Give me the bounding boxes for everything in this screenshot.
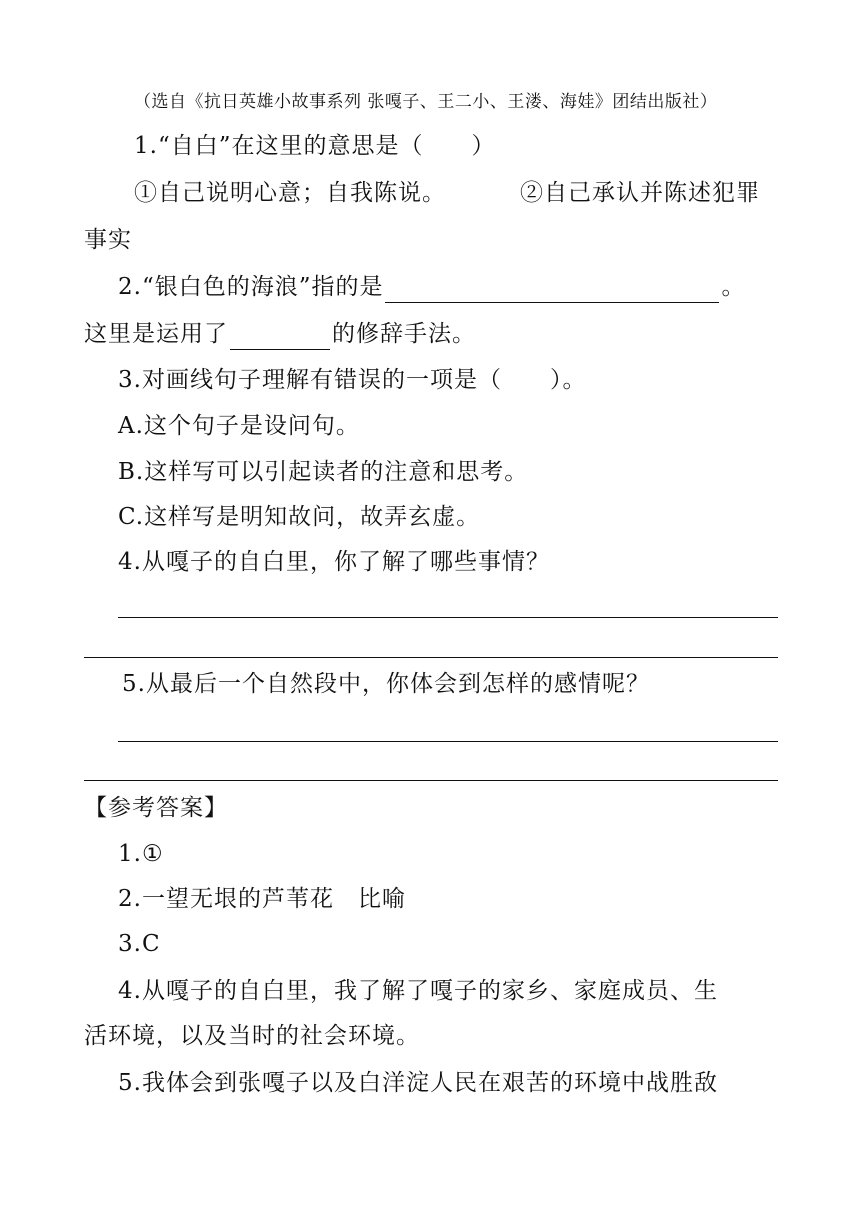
answer-line <box>118 617 778 618</box>
question-3-option-a: A.这个句子是设问句。 <box>118 413 360 439</box>
answer-4-line-1: 4.从嘎子的自白里，我了解了嘎子的家乡、家庭成员、生 <box>118 978 718 1004</box>
answer-blank-2 <box>230 325 330 350</box>
answer-line <box>84 657 778 658</box>
question-2-line-2 <box>84 318 476 350</box>
question-4: 4.从嘎子的自白里，你了解了哪些事情？ <box>118 549 550 575</box>
answer-1: 1.① <box>118 841 164 867</box>
answer-3: 3.C <box>118 931 161 957</box>
question-1-option-2-continued: 事实 <box>84 227 132 253</box>
question-2-line-1 <box>118 271 745 303</box>
question-2-prompt-2: 这里是运用了 <box>84 321 228 347</box>
answer-5: 5.我体会到张嘎子以及白洋淀人民在艰苦的环境中战胜敌 <box>118 1070 718 1096</box>
question-5: 5.从最后一个自然段中，你体会到怎样的感情呢？ <box>122 671 650 697</box>
question-1: 1.“自白”在这里的意思是（ ） <box>134 133 496 159</box>
question-1-option-1: ①自己说明心意；自我陈说。 <box>134 180 446 206</box>
question-3-option-b: B.这样写可以引起读者的注意和思考。 <box>118 459 529 485</box>
question-2-prompt: 2.“银白色的海浪”指的是 <box>118 274 384 300</box>
answer-line <box>84 780 778 781</box>
answers-heading: 【参考答案】 <box>84 795 228 821</box>
answer-4-line-2: 活环境，以及当时的社会环境。 <box>84 1023 420 1049</box>
question-3: 3.对画线句子理解有错误的一项是（ ）。 <box>118 367 587 393</box>
source-citation: （选自《抗日英雄小故事系列 张嘎子、王二小、王溇、海娃》团结出版社） <box>134 92 718 112</box>
question-1-option-2: ②自己承认并陈述犯罪 <box>520 180 760 206</box>
question-3-option-c: C.这样写是明知故问，故弄玄虚。 <box>118 504 481 530</box>
answer-blank-1 <box>385 278 719 303</box>
answer-line <box>118 741 778 742</box>
question-2-end-mark: 。 <box>721 274 746 300</box>
question-2-prompt-2-end: 的修辞手法。 <box>332 321 476 347</box>
answer-2: 2.一望无垠的芦苇花 比喻 <box>118 886 406 912</box>
